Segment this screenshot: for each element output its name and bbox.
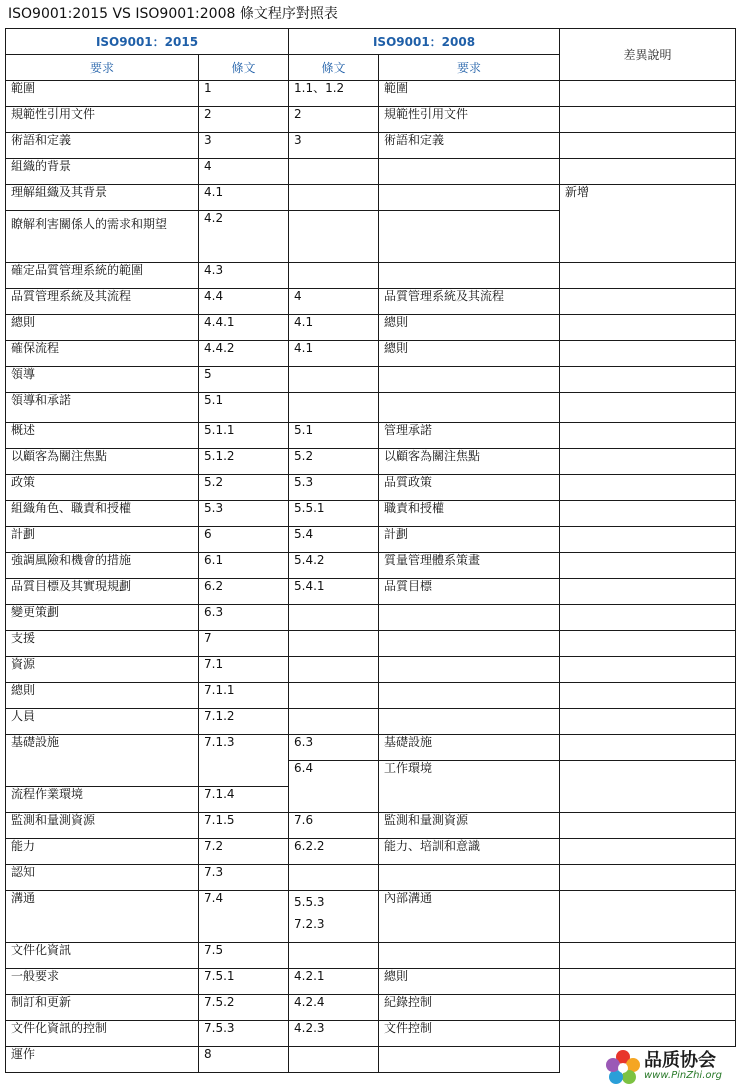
clause-2008 [289, 1047, 379, 1073]
clause-2008: 5.2 [289, 449, 379, 475]
table-row [6, 631, 736, 657]
clause-2008: 5.4.2 [289, 553, 379, 579]
clause-2015: 2 [199, 107, 289, 133]
table-row [6, 969, 736, 995]
req-2015: 總則 [6, 315, 199, 341]
req-2015: 文件化資訊 [6, 943, 199, 969]
clause-2015: 7.5.1 [199, 969, 289, 995]
clause-2008 [289, 631, 379, 657]
req-2008: 以顧客為關注焦點 [379, 449, 560, 475]
difference-note [560, 315, 736, 341]
req-2015: 瞭解利害關係人的需求和期望 [6, 211, 199, 263]
req-2015: 認知 [6, 865, 199, 891]
req-2008: 管理承諾 [379, 423, 560, 449]
difference-note [560, 995, 736, 1021]
difference-note [560, 709, 736, 735]
req-2015: 範圍 [6, 81, 199, 107]
table-row [6, 813, 736, 839]
req-2015: 支援 [6, 631, 199, 657]
table-row [6, 865, 736, 891]
clause-2015: 6.1 [199, 553, 289, 579]
difference-note [560, 107, 736, 133]
header-clause-2008: 條文 [289, 55, 379, 81]
clause-2015: 4.4.1 [199, 315, 289, 341]
clause-2015: 4.3 [199, 263, 289, 289]
req-2008: 內部溝通 [379, 891, 560, 943]
req-2008 [379, 263, 560, 289]
req-2015: 品質管理系統及其流程 [6, 289, 199, 315]
clause-2015: 7.2 [199, 839, 289, 865]
clause-2008: 5.5.1 [289, 501, 379, 527]
difference-note [560, 631, 736, 657]
difference-note [560, 341, 736, 367]
req-2015: 組織角色、職責和授權 [6, 501, 199, 527]
clause-2008: 5.4.1 [289, 579, 379, 605]
clause-2015: 3 [199, 133, 289, 159]
req-2008: 工作環境 [379, 761, 560, 813]
clause-2008 [289, 211, 379, 263]
req-2015: 監測和量測資源 [6, 813, 199, 839]
clause-2008 [289, 185, 379, 211]
table-row [6, 657, 736, 683]
clause-2008 [289, 393, 379, 423]
req-2008: 總則 [379, 969, 560, 995]
difference-note [560, 813, 736, 839]
difference-note [560, 449, 736, 475]
comparison-table [5, 28, 736, 1073]
clause-2015: 5 [199, 367, 289, 393]
clause-2008 [289, 367, 379, 393]
req-2015: 術語和定義 [6, 133, 199, 159]
req-2008 [379, 393, 560, 423]
req-2008: 品質管理系統及其流程 [379, 289, 560, 315]
table-row [6, 159, 736, 185]
clause-2008: 1.1、1.2 [289, 81, 379, 107]
difference-note [560, 891, 736, 943]
req-2008 [379, 211, 560, 263]
req-2015: 溝通 [6, 891, 199, 943]
table-row [6, 341, 736, 367]
req-2008 [379, 683, 560, 709]
difference-note [560, 761, 736, 813]
req-2008: 品質目標 [379, 579, 560, 605]
logo-brand-text: 品质协会 [644, 1050, 716, 1071]
clause-2008: 2 [289, 107, 379, 133]
clause-2015: 1 [199, 81, 289, 107]
header-iso2008: ISO9001：2008 [289, 29, 560, 55]
clause-2008: 7.2.3 [294, 917, 325, 931]
table-row [6, 423, 736, 449]
table-row [6, 185, 736, 211]
req-2015: 基礎設施 [6, 735, 199, 787]
header-clause-2015: 條文 [199, 55, 289, 81]
req-2008: 計劃 [379, 527, 560, 553]
req-2008: 能力、培訓和意識 [379, 839, 560, 865]
difference-note [560, 133, 736, 159]
clause-2008 [289, 709, 379, 735]
clause-2015: 7.1.1 [199, 683, 289, 709]
difference-note [560, 943, 736, 969]
req-2008 [379, 631, 560, 657]
clause-2008 [289, 657, 379, 683]
clause-2015: 6.2 [199, 579, 289, 605]
req-2008: 職責和授權 [379, 501, 560, 527]
difference-note [560, 475, 736, 501]
difference-note [560, 393, 736, 423]
clause-2015: 4.1 [199, 185, 289, 211]
clause-2008: 4.2.1 [289, 969, 379, 995]
req-2008: 文件控制 [379, 1021, 560, 1047]
table-row [6, 107, 736, 133]
req-2008 [379, 159, 560, 185]
clause-2008: 4.1 [289, 315, 379, 341]
req-2015: 制訂和更新 [6, 995, 199, 1021]
difference-note [560, 969, 736, 995]
clause-2008 [289, 605, 379, 631]
clause-2015: 7.5.2 [199, 995, 289, 1021]
req-2008 [379, 1047, 560, 1073]
table-row [6, 839, 736, 865]
header-req-2008: 要求 [379, 55, 560, 81]
req-2008: 質量管理體系策畫 [379, 553, 560, 579]
req-2008 [379, 709, 560, 735]
req-2008: 總則 [379, 341, 560, 367]
table-row [6, 81, 736, 107]
req-2008: 術語和定義 [379, 133, 560, 159]
clause-2015: 7.5 [199, 943, 289, 969]
clause-2008: 7.6 [289, 813, 379, 839]
req-2015: 概述 [6, 423, 199, 449]
req-2008: 規範性引用文件 [379, 107, 560, 133]
clause-2008: 4 [289, 289, 379, 315]
clause-2008: 4.2.3 [289, 1021, 379, 1047]
clause-2015: 7.1.2 [199, 709, 289, 735]
logo-url-text: www.PinZhi.org [644, 1070, 722, 1081]
req-2008: 品質政策 [379, 475, 560, 501]
req-2015: 資源 [6, 657, 199, 683]
difference-note [560, 81, 736, 107]
difference-note [560, 605, 736, 631]
table-row [6, 133, 736, 159]
clause-2015: 5.1.1 [199, 423, 289, 449]
req-2015: 組織的背景 [6, 159, 199, 185]
req-2008 [379, 605, 560, 631]
table-row [6, 605, 736, 631]
clause-2008: 5.1 [289, 423, 379, 449]
req-2015: 以顧客為關注焦點 [6, 449, 199, 475]
clause-2015: 6 [199, 527, 289, 553]
req-2015: 確定品質管理系統的範圍 [6, 263, 199, 289]
clause-2008 [289, 683, 379, 709]
clause-2015: 7 [199, 631, 289, 657]
clause-2008: 5.3 [289, 475, 379, 501]
table-row [6, 263, 736, 289]
clause-2015: 5.2 [199, 475, 289, 501]
difference-note [560, 501, 736, 527]
clause-2015: 7.1 [199, 657, 289, 683]
clause-2015: 5.1.2 [199, 449, 289, 475]
difference-note [560, 367, 736, 393]
req-2008: 監測和量測資源 [379, 813, 560, 839]
clause-2008: 4.2.4 [289, 995, 379, 1021]
clause-2015: 7.5.3 [199, 1021, 289, 1047]
clause-2015: 5.1 [199, 393, 289, 423]
table-row [6, 289, 736, 315]
table-row [6, 709, 736, 735]
req-2008 [379, 943, 560, 969]
difference-note [560, 527, 736, 553]
req-2008 [379, 657, 560, 683]
table-row [6, 501, 736, 527]
table-row [6, 367, 736, 393]
difference-note [560, 865, 736, 891]
difference-note [560, 683, 736, 709]
req-2008: 基礎設施 [379, 735, 560, 761]
difference-note [560, 735, 736, 761]
flower-logo-icon [604, 1048, 642, 1086]
clause-2008: 6.4 [289, 761, 379, 813]
req-2008: 紀錄控制 [379, 995, 560, 1021]
table-row [6, 1021, 736, 1047]
difference-note [560, 657, 736, 683]
req-2015: 規範性引用文件 [6, 107, 199, 133]
clause-2015: 5.3 [199, 501, 289, 527]
clause-2015: 8 [199, 1047, 289, 1073]
req-2015: 政策 [6, 475, 199, 501]
clause-2008: 6.2.2 [289, 839, 379, 865]
table-row [6, 735, 736, 761]
difference-note [560, 553, 736, 579]
req-2015: 計劃 [6, 527, 199, 553]
table-row [6, 449, 736, 475]
difference-note [560, 839, 736, 865]
req-2015: 文件化資訊的控制 [6, 1021, 199, 1047]
req-2015: 一般要求 [6, 969, 199, 995]
clause-2015: 7.3 [199, 865, 289, 891]
table-row [6, 393, 736, 423]
req-2008: 總則 [379, 315, 560, 341]
clause-2015: 7.1.4 [199, 787, 289, 813]
clause-2015: 7.1.5 [199, 813, 289, 839]
page-title: ISO9001:2015 VS ISO9001:2008 條文程序對照表 [8, 6, 338, 22]
clause-2015: 7.4 [199, 891, 289, 943]
req-2015: 品質目標及其實現規劃 [6, 579, 199, 605]
clause-2008: 5.5.3 [294, 895, 325, 909]
req-2015: 變更策劃 [6, 605, 199, 631]
difference-note [560, 289, 736, 315]
difference-note [560, 423, 736, 449]
table-row [6, 943, 736, 969]
req-2015: 總則 [6, 683, 199, 709]
difference-note [560, 159, 736, 185]
req-2015: 強調風險和機會的措施 [6, 553, 199, 579]
req-2008 [379, 865, 560, 891]
clause-2008 [289, 159, 379, 185]
clause-2015: 4.2 [199, 211, 289, 263]
clause-2015: 7.1.3 [199, 735, 289, 787]
clause-2015: 4.4.2 [199, 341, 289, 367]
clause-2015: 4 [199, 159, 289, 185]
table-row [6, 553, 736, 579]
clause-2008: 5.4 [289, 527, 379, 553]
req-2015: 領導和承諾 [6, 393, 199, 423]
difference-note [560, 1021, 736, 1047]
clause-2008 [289, 943, 379, 969]
req-2008 [379, 185, 560, 211]
clause-2008: 6.3 [289, 735, 379, 761]
table-row [6, 891, 736, 943]
difference-note [560, 263, 736, 289]
header-iso2015: ISO9001：2015 [6, 29, 289, 55]
table-row [6, 527, 736, 553]
table-row [6, 995, 736, 1021]
table-row [6, 683, 736, 709]
clause-2008: 3 [289, 133, 379, 159]
req-2015: 領導 [6, 367, 199, 393]
header-req-2015: 要求 [6, 55, 199, 81]
req-2015: 確保流程 [6, 341, 199, 367]
difference-note [560, 579, 736, 605]
pinzhi-watermark-logo [604, 1046, 734, 1088]
req-2008 [379, 367, 560, 393]
req-2008: 範圍 [379, 81, 560, 107]
req-2015: 人員 [6, 709, 199, 735]
req-2015: 理解組織及其背景 [6, 185, 199, 211]
req-2015: 能力 [6, 839, 199, 865]
clause-2008-multi [289, 891, 379, 943]
clause-2008 [289, 865, 379, 891]
difference-note-new: 新增 [560, 185, 736, 263]
req-2015: 運作 [6, 1047, 199, 1073]
clause-2008 [289, 263, 379, 289]
table-row [6, 579, 736, 605]
req-2015: 流程作業環境 [6, 787, 199, 813]
clause-2015: 6.3 [199, 605, 289, 631]
clause-2015: 4.4 [199, 289, 289, 315]
header-difference: 差異說明 [560, 29, 736, 81]
clause-2008: 4.1 [289, 341, 379, 367]
table-row [6, 315, 736, 341]
table-row [6, 475, 736, 501]
